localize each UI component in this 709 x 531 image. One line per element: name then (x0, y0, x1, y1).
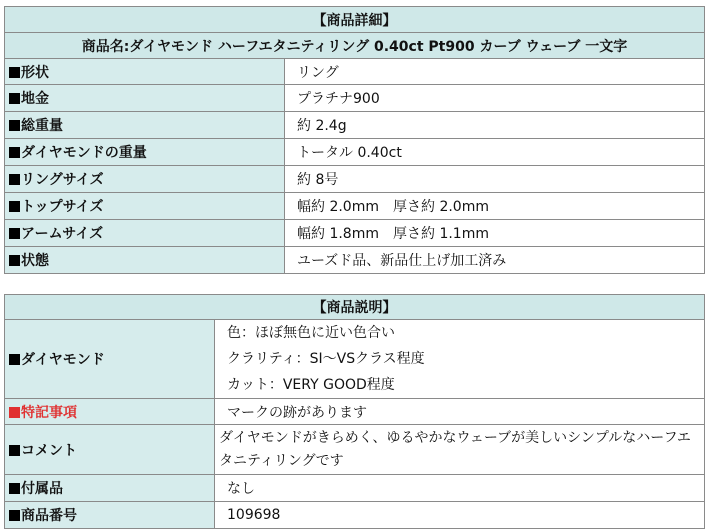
square-bullet-icon (9, 255, 20, 266)
square-bullet-icon (9, 174, 20, 185)
diamond-value (215, 320, 705, 399)
item-number-value: 109698 (215, 502, 705, 529)
row-value: リング (285, 59, 705, 85)
row-value: 約 2.4g (285, 112, 705, 139)
row-label: アームサイズ (5, 220, 285, 247)
row-label: 総重量 (5, 112, 285, 139)
square-bullet-icon (9, 120, 20, 131)
row-label: リングサイズ (5, 166, 285, 193)
diamond-clarity-line: クラリティ：SI～VSクラス程度 (227, 351, 425, 367)
details-header: 【商品詳細】 (5, 7, 705, 33)
comment-label: コメント (5, 425, 215, 475)
diamond-color-line: 色：ほぼ無色に近い色合い (227, 325, 395, 341)
row-label: 形状 (5, 59, 285, 85)
row-value: 約 8号 (285, 166, 705, 193)
square-bullet-icon (9, 510, 20, 521)
diamond-cut-line: カット：VERY GOOD程度 (227, 377, 395, 393)
diamond-label: ダイヤモンド (5, 320, 215, 399)
notes-label: 特記事項 (5, 399, 215, 425)
comment-value: ダイヤモンドがきらめく、ゆるやかなウェーブが美しいシンプルなハーフエタニティリングです (215, 425, 705, 475)
row-value: トータル 0.40ct (285, 139, 705, 166)
square-bullet-icon (9, 354, 20, 365)
product-title: 商品名:ダイヤモンド ハーフエタニティリング 0.40ct Pt900 カーブ ウェーブ 一文字 (5, 33, 705, 59)
square-bullet-icon (9, 483, 20, 494)
square-bullet-icon (9, 228, 20, 239)
row-label: トップサイズ (5, 193, 285, 220)
description-header: 【商品説明】 (5, 295, 705, 320)
square-bullet-icon (9, 407, 20, 418)
row-label: ダイヤモンドの重量 (5, 139, 285, 166)
square-bullet-icon (9, 201, 20, 212)
square-bullet-icon (9, 147, 20, 158)
row-value: プラチナ900 (285, 85, 705, 112)
accessories-value: なし (215, 475, 705, 502)
row-value: ユーズド品、新品仕上げ加工済み (285, 247, 705, 274)
square-bullet-icon (9, 67, 20, 78)
square-bullet-icon (9, 93, 20, 104)
accessories-label: 付属品 (5, 475, 215, 502)
notes-value: マークの跡があります (215, 399, 705, 425)
row-value: 幅約 2.0mm 厚さ約 2.0mm (285, 193, 705, 220)
item-number-label: 商品番号 (5, 502, 215, 529)
row-label: 状態 (5, 247, 285, 274)
row-label: 地金 (5, 85, 285, 112)
row-value: 幅約 1.8mm 厚さ約 1.1mm (285, 220, 705, 247)
square-bullet-icon (9, 445, 20, 456)
description-table (4, 294, 705, 529)
details-table (4, 6, 705, 274)
